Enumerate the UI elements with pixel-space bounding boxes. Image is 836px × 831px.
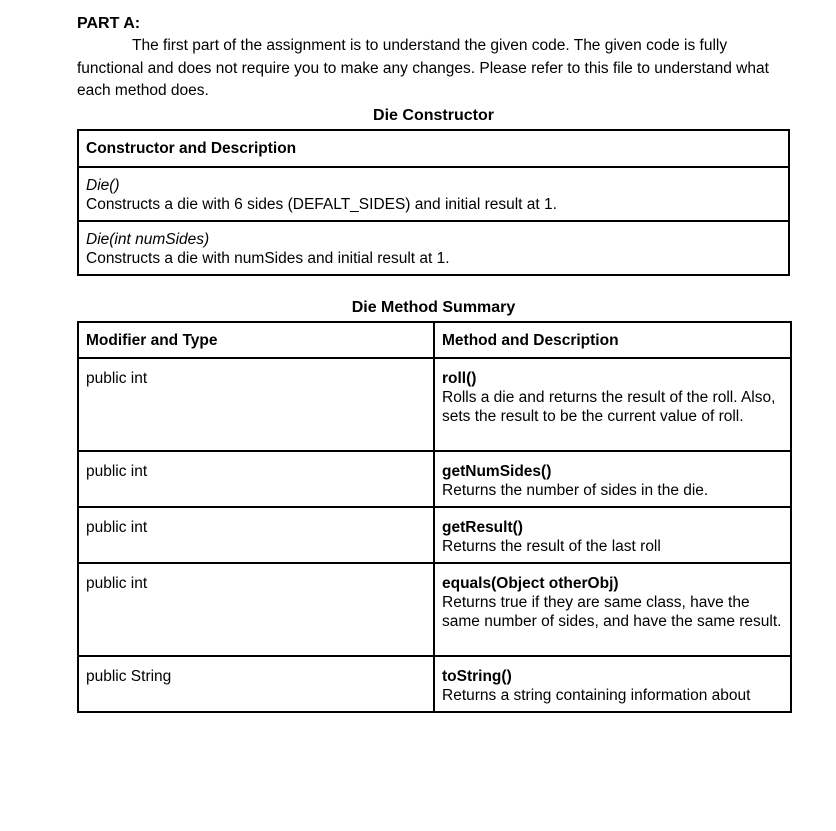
- constructor-description: Constructs a die with numSides and initial result at 1.: [86, 249, 450, 267]
- modifier-cell: public int: [78, 358, 434, 451]
- method-description: Returns the number of sides in the die.: [442, 481, 709, 499]
- constructor-table-caption: Die Constructor: [373, 106, 494, 124]
- table-row: [78, 221, 789, 275]
- table-row: [78, 563, 791, 656]
- modifier-cell: public String: [78, 656, 434, 712]
- modifier-cell: public int: [78, 451, 434, 507]
- method-name: getNumSides(): [442, 462, 552, 480]
- method-cell: [434, 507, 791, 563]
- method-description: Returns true if they are same class, have the same number of sides, and have the same result.: [442, 593, 782, 630]
- method-header-cell: Method and Description: [434, 322, 791, 358]
- method-cell: [434, 451, 791, 507]
- method-description: Rolls a die and returns the result of the roll. Also, sets the result to be the current value of roll.: [442, 388, 776, 425]
- constructor-name: Die(int numSides): [86, 230, 210, 248]
- method-name: toString(): [442, 667, 512, 685]
- method-summary-table: [77, 321, 792, 713]
- method-description: Returns a string containing information about: [442, 686, 751, 704]
- method-name: getResult(): [442, 518, 523, 536]
- constructor-cell: [78, 167, 789, 221]
- method-cell: [434, 358, 791, 451]
- method-description: Returns the result of the last roll: [442, 537, 661, 555]
- modifier-header-cell: Modifier and Type: [78, 322, 434, 358]
- method-cell: [434, 656, 791, 712]
- table-header-row: [78, 322, 791, 358]
- table-row: [78, 358, 791, 451]
- constructor-table: [77, 129, 790, 276]
- part-heading: PART A:: [77, 15, 141, 32]
- modifier-cell: public int: [78, 563, 434, 656]
- method-cell: [434, 563, 791, 656]
- table-row: [78, 167, 789, 221]
- constructor-cell: [78, 221, 789, 275]
- table-row: [78, 507, 791, 563]
- table-header-row: [78, 130, 789, 167]
- method-table-caption: Die Method Summary: [351, 298, 516, 316]
- intro-paragraph: The first part of the assignment is to understand the given code. The given code is fully functional and does not require you to make any changes. Please refer to this file to understand what each method does.: [77, 37, 769, 99]
- method-name: equals(Object otherObj): [442, 574, 619, 592]
- table-row: [78, 451, 791, 507]
- document-page: [77, 10, 790, 713]
- method-name: roll(): [442, 369, 477, 387]
- constructor-name: Die(): [86, 176, 120, 194]
- constructor-header-cell: Constructor and Description: [78, 130, 789, 167]
- constructor-description: Constructs a die with 6 sides (DEFALT_SIDES) and initial result at 1.: [86, 195, 557, 213]
- table-row: [78, 656, 791, 712]
- modifier-cell: public int: [78, 507, 434, 563]
